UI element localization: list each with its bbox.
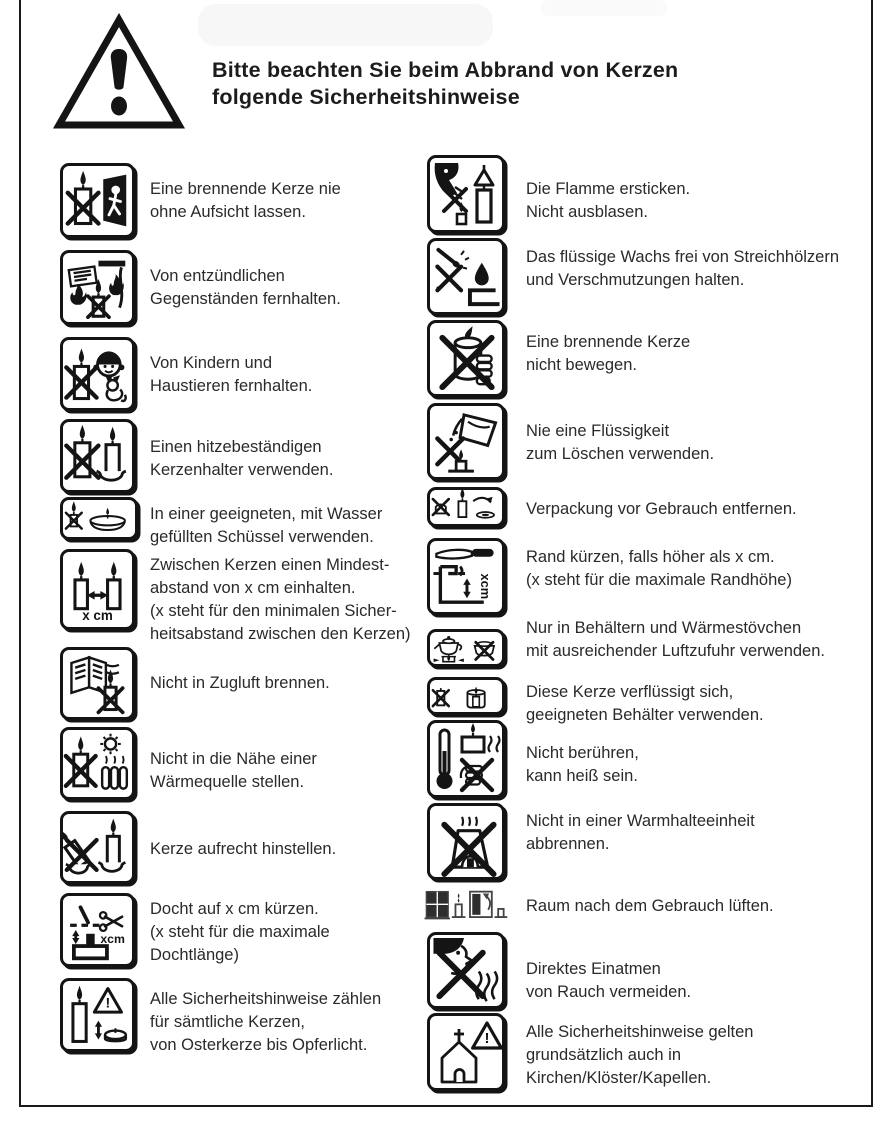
heatproof-holder-icon <box>60 419 135 493</box>
snuff-flame-icon <box>427 155 505 233</box>
safety-item-text <box>150 436 333 482</box>
safety-item-line: Nicht in die Nähe einer <box>150 750 317 768</box>
safety-item-line: gefüllten Schüssel verwenden. <box>150 528 374 546</box>
safety-item-line: kann heiß sein. <box>526 767 638 785</box>
candle-distance-icon <box>60 549 135 630</box>
page-title-line: folgende Sicherheitshinweise <box>212 85 520 109</box>
safety-item-text <box>150 265 341 311</box>
safety-item-line: Docht auf x cm kürzen. <box>150 900 319 918</box>
safety-item-line: von Rauch vermeiden. <box>526 983 692 1001</box>
safety-item-text <box>526 331 690 377</box>
air-supply-icon <box>427 629 505 667</box>
children-pets-icon <box>60 337 135 411</box>
svg-text:xcm: xcm <box>100 932 125 947</box>
safety-item-line: Nicht ausblasen. <box>526 203 648 221</box>
safety-item-line: (x steht für die maximale <box>150 923 330 941</box>
safety-item-line: von Osterkerze bis Opferlicht. <box>150 1036 368 1054</box>
exclamation-triangle-icon <box>53 13 185 132</box>
safety-item-line: (x steht für die maximale Randhöhe) <box>526 571 792 589</box>
safety-item-line: Kirchen/Klöster/Kapellen. <box>526 1069 712 1087</box>
no-draught-icon <box>60 647 135 720</box>
no-smoke-inhale-icon <box>427 932 505 1009</box>
church-use-icon <box>427 1013 505 1091</box>
safety-item-line: Verpackung vor Gebrauch entfernen. <box>526 500 797 518</box>
no-food-warmer-icon <box>427 803 505 880</box>
safety-item-line: Kerzenhalter verwenden. <box>150 461 334 479</box>
safety-item-line: Gegenständen fernhalten. <box>150 290 341 308</box>
safety-item-line: Die Flamme ersticken. <box>526 180 691 198</box>
safety-item-line: grundsätzlich auch in <box>526 1046 682 1064</box>
safety-item-text <box>526 895 774 918</box>
safety-item-text <box>150 748 317 794</box>
safety-item-line: (x steht für den minimalen Sicher- <box>150 602 397 620</box>
liquefying-candle-icon <box>427 677 505 715</box>
safety-item-line: abbrennen. <box>526 835 610 853</box>
safety-item-text <box>150 672 330 695</box>
trim-rim-icon <box>427 538 505 615</box>
safety-item-text <box>526 958 691 1004</box>
safety-item-text <box>150 838 336 861</box>
safety-item-line: Nur in Behältern und Wärmestövchen <box>526 619 802 637</box>
safety-item-line: mit ausreichender Luftzufuhr verwenden. <box>526 642 825 660</box>
hot-do-not-touch-icon <box>427 720 505 798</box>
safety-item-text <box>526 681 764 727</box>
safety-item-text <box>526 420 714 466</box>
safety-item-text <box>526 546 792 592</box>
safety-item-line: für sämtliche Kerzen, <box>150 1013 305 1031</box>
safety-item-line: Nie eine Flüssigkeit <box>526 422 670 440</box>
safety-item-line: Eine brennende Kerze <box>526 333 691 351</box>
safety-item-text <box>150 898 330 967</box>
safety-item-line: Zwischen Kerzen einen Mindest- <box>150 556 390 574</box>
safety-item-line: Nicht berühren, <box>526 744 639 762</box>
safety-item-line: Von Kindern und <box>150 354 273 372</box>
safety-item-text <box>526 1021 753 1090</box>
no-liquid-extinguish-icon <box>427 403 505 480</box>
safety-item-line: Direktes Einatmen <box>526 960 661 978</box>
keep-from-flammables-icon <box>60 250 135 325</box>
safety-item-line: ohne Aufsicht lassen. <box>150 203 306 221</box>
unattended-candle-icon <box>60 163 135 238</box>
safety-item-text <box>150 352 312 398</box>
svg-text:!: ! <box>105 995 111 1012</box>
page-title-line: Bitte beachten Sie beim Abbrand von Kerzen <box>212 58 679 82</box>
safety-item-line: Rand kürzen, falls höher als x cm. <box>526 548 775 566</box>
do-not-move-icon <box>427 320 505 397</box>
safety-item-line: In einer geeigneten, mit Wasser <box>150 505 383 523</box>
safety-item-text <box>526 178 690 224</box>
safety-item-line: Wärmequelle stellen. <box>150 773 305 791</box>
faded-watermark <box>198 4 493 46</box>
safety-item-line: heitsabstand zwischen den Kerzen) <box>150 625 411 643</box>
applies-all-candles-icon <box>60 978 135 1052</box>
safety-item-line: Haustieren fernhalten. <box>150 377 313 395</box>
safety-item-text <box>526 498 797 521</box>
safety-item-text <box>150 503 382 549</box>
safety-item-text <box>526 810 755 856</box>
svg-text:xcm: xcm <box>477 573 493 600</box>
safety-item-line: Dochtlänge) <box>150 946 239 964</box>
safety-item-text <box>150 554 411 646</box>
safety-item-line: Kerze aufrecht hinstellen. <box>150 840 337 858</box>
safety-item-text <box>150 178 341 224</box>
faded-watermark <box>540 0 668 16</box>
trim-wick-icon <box>60 893 135 967</box>
upright-candle-icon <box>60 811 135 884</box>
ventilate-room-icon <box>424 888 516 928</box>
safety-item-line: Nicht in einer Warmhalteeinheit <box>526 812 755 830</box>
clean-wax-icon <box>427 238 505 315</box>
safety-item-line: zum Löschen verwenden. <box>526 445 715 463</box>
remove-packaging-icon <box>427 487 505 527</box>
safety-item-text <box>526 246 839 292</box>
safety-item-text <box>150 988 381 1057</box>
safety-item-line: Diese Kerze verflüssigt sich, <box>526 683 734 701</box>
safety-item-text <box>526 617 825 663</box>
svg-text:!: ! <box>484 1030 490 1047</box>
safety-item-line: Nicht in Zugluft brennen. <box>150 674 330 692</box>
safety-item-line: nicht bewegen. <box>526 356 637 374</box>
safety-item-line: geeigneten Behälter verwenden. <box>526 706 764 724</box>
safety-item-line: Von entzündlichen <box>150 267 285 285</box>
safety-item-line: Raum nach dem Gebrauch lüften. <box>526 897 774 915</box>
svg-text:x cm: x cm <box>82 608 113 624</box>
no-heat-source-icon <box>60 727 135 800</box>
safety-item-line: Alle Sicherheitshinweise gelten <box>526 1023 754 1041</box>
safety-item-line: Eine brennende Kerze nie <box>150 180 341 198</box>
safety-item-line: abstand von x cm einhalten. <box>150 579 356 597</box>
safety-item-text <box>526 742 639 788</box>
safety-item-line: Einen hitzebeständigen <box>150 438 322 456</box>
page-title <box>212 57 678 111</box>
water-bowl-icon <box>60 497 138 540</box>
safety-item-line: Alle Sicherheitshinweise zählen <box>150 990 382 1008</box>
safety-item-line: und Verschmutzungen halten. <box>526 271 745 289</box>
safety-item-line: Das flüssige Wachs frei von Streichhölzern <box>526 248 840 266</box>
